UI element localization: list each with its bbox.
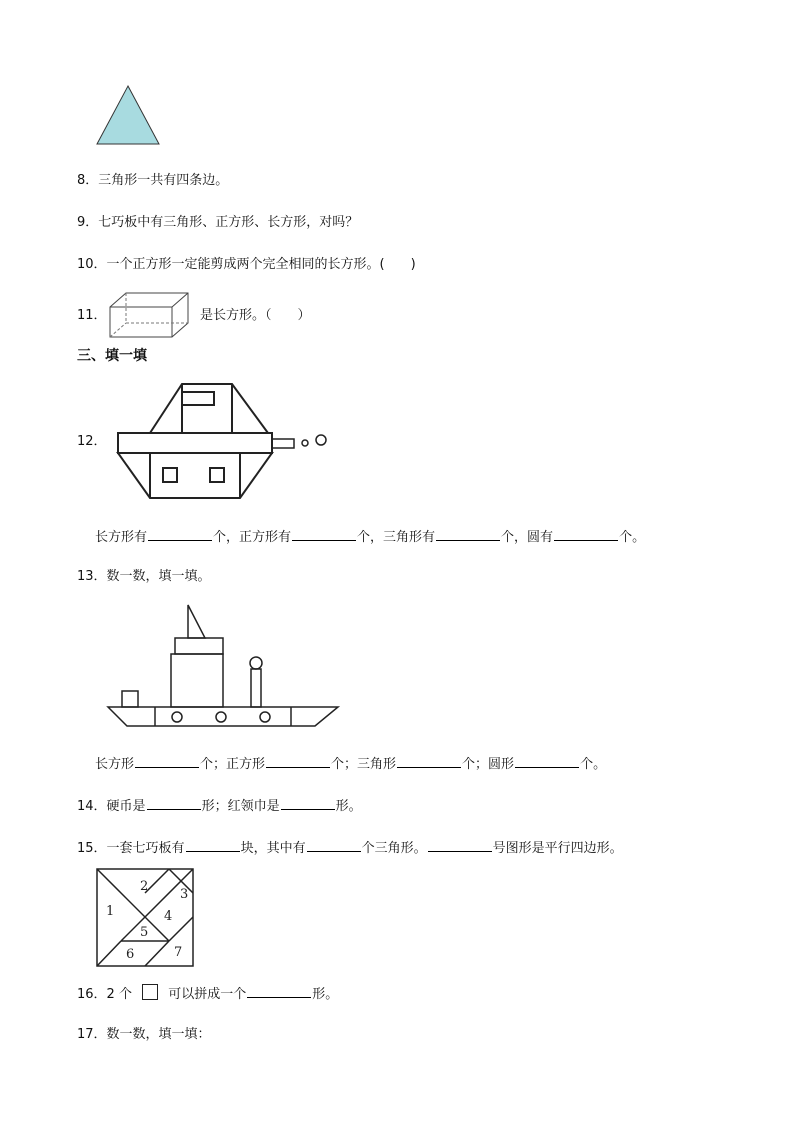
question-13: [77, 568, 211, 586]
answer-blank[interactable]: [397, 754, 461, 768]
fill-label: 硬币是: [106, 799, 146, 814]
question-8: [77, 172, 228, 190]
question-15: [77, 838, 623, 858]
answer-blank[interactable]: [307, 838, 361, 852]
question-text: 七巧板中有三角形、正方形、长方形，对吗？: [98, 215, 359, 230]
question-number: 9．: [77, 215, 99, 230]
fill-label: 个，正方形有: [213, 530, 292, 545]
answer-blank[interactable]: [148, 527, 212, 541]
question-number: 8．: [77, 173, 99, 188]
question-10: [77, 256, 416, 274]
tangram-label-4: 4: [164, 909, 173, 924]
answer-blank[interactable]: [515, 754, 579, 768]
fill-label: 长方形有: [95, 530, 148, 545]
question-text: 三角形一共有四条边。: [98, 173, 229, 188]
ship-figure: [105, 603, 341, 733]
question-12-number: 12．: [77, 434, 107, 449]
answer-blank[interactable]: [147, 796, 201, 810]
fill-label: 形。: [312, 987, 339, 1002]
fill-label: 个，圆有: [501, 530, 554, 545]
fill-label: 个；正方形: [200, 757, 266, 772]
question-number: 13．: [77, 569, 107, 584]
fill-label: 个；三角形: [331, 757, 397, 772]
fill-label: 可以拼成一个: [168, 987, 247, 1002]
fill-label: 个。: [580, 757, 607, 772]
tangram-label-5: 5: [140, 925, 149, 940]
tangram-figure: [96, 868, 194, 968]
answer-blank[interactable]: [247, 984, 311, 998]
section-heading: 三、填一填: [77, 348, 147, 364]
tangram-label-2: 2: [140, 879, 149, 894]
question-14: [77, 796, 362, 816]
tangram-label-1: 1: [106, 904, 115, 919]
fill-label: 长方形: [95, 757, 135, 772]
fill-label: 个，三角形有: [357, 530, 436, 545]
answer-blank[interactable]: [292, 527, 356, 541]
answer-blank[interactable]: [428, 838, 492, 852]
question-text: 数一数，填一填。: [106, 569, 211, 584]
question-16: [77, 984, 338, 1004]
fill-label: 个。: [619, 530, 646, 545]
question-9: [77, 214, 358, 232]
tangram-label-3: 3: [180, 887, 189, 902]
question-12-fill: [95, 527, 645, 547]
triangle-figure: [95, 84, 161, 146]
small-square-icon: [142, 984, 158, 1000]
fill-label: 个；圆形: [462, 757, 515, 772]
answer-blank[interactable]: [135, 754, 199, 768]
fill-label: 2 个: [106, 987, 132, 1002]
cuboid-figure: [108, 291, 190, 339]
answer-blank[interactable]: [554, 527, 618, 541]
question-13-fill: [95, 754, 606, 774]
question-number: 14．: [77, 799, 107, 814]
fill-label: 个三角形。: [361, 841, 427, 856]
question-number: 16．: [77, 987, 107, 1002]
answer-blank[interactable]: [281, 796, 335, 810]
fill-label: 块，其中有: [240, 841, 306, 856]
question-text: 数一数，填一填：: [106, 1027, 211, 1042]
fill-label: 一套七巧板有: [106, 841, 185, 856]
answer-blank[interactable]: [186, 838, 240, 852]
tank-figure: [110, 378, 350, 503]
question-11-number: 11．: [77, 308, 107, 323]
question-text: 一个正方形一定能剪成两个完全相同的长方形。( ): [106, 257, 416, 272]
tangram-label-6: 6: [126, 947, 135, 962]
question-17: [77, 1026, 211, 1044]
question-number: 17．: [77, 1027, 107, 1042]
question-number: 15．: [77, 841, 107, 856]
tangram-label-7: 7: [174, 945, 183, 960]
question-number: 10．: [77, 257, 107, 272]
fill-label: 号图形是平行四边形。: [492, 841, 623, 856]
fill-label: 形。: [335, 799, 362, 814]
question-11-text: 是长方形。（ ）: [200, 308, 311, 323]
fill-label: 形；红领巾是: [201, 799, 280, 814]
answer-blank[interactable]: [266, 754, 330, 768]
answer-blank[interactable]: [436, 527, 500, 541]
